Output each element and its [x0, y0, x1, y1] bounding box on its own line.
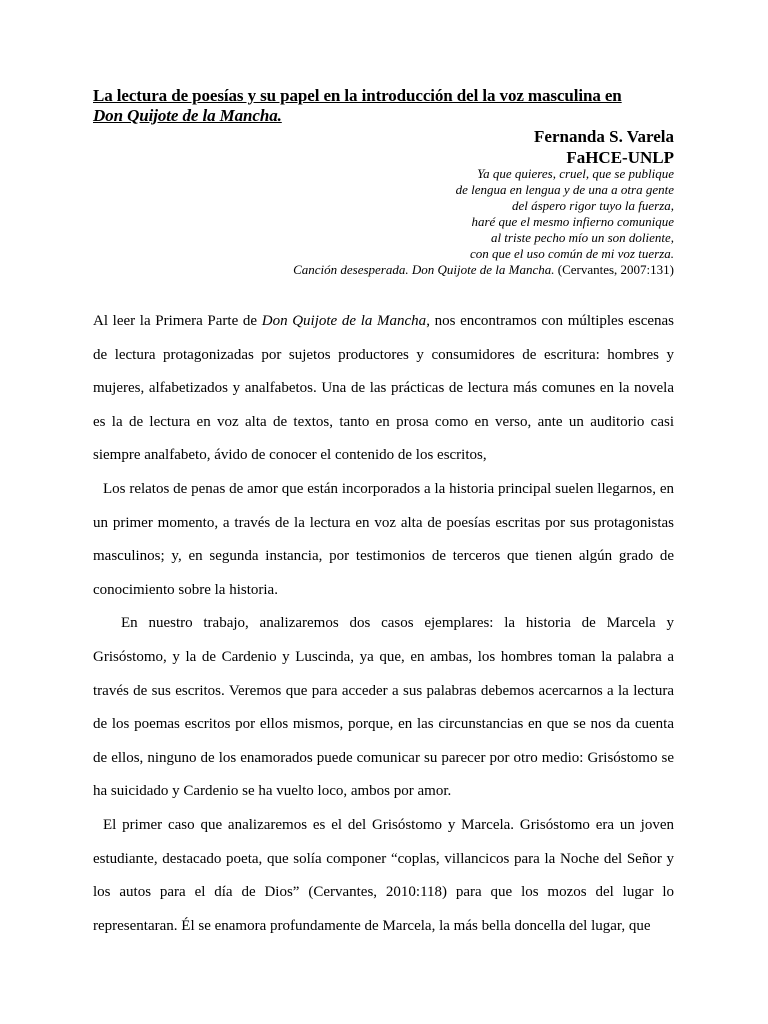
author-name: Fernanda S. Varela: [534, 127, 674, 146]
epigraph-source: [293, 262, 674, 278]
epigraph-verse: Ya que quieres, cruel, que se publique: [477, 166, 674, 181]
epigraph-verse: al triste pecho mío un son doliente,: [490, 230, 674, 245]
paragraph-1-start: Al leer la Primera Parte de: [93, 313, 262, 329]
paragraph-4: El primer caso que analizaremos es el del Grisóstomo y Marcela. Grisóstomo era un joven estudiante, destacado poeta, que solía componer “coplas, villancicos para la Noche del Señor y los autos para el día de Dios” (Cervantes, 2010:118) para que los mozos del lugar lo representaran. Él se enamora profundamente de Marcela, la más bella doncella del lugar, que: [93, 816, 674, 934]
author-block: [534, 126, 674, 168]
author-affiliation: FaHCE-UNLP: [566, 148, 674, 167]
paragraph-1-rest: , nos encontramos con múltiples escenas de lectura protagonizadas por sujetos productores y consumidores de escritura: hombres y mujeres, alfabetizados y analfabetos. Una de las prácticas de lectura más comunes en la novela es la de lectura en voz alta de textos, tanto en prosa como en verso, ante un auditorio casi siempre analfabeto, ávido de conocer el contenido de los escritos,: [93, 313, 675, 464]
epigraph-verse: de lengua en lengua y de una a otra gente: [455, 182, 674, 197]
paragraph-2: Los relatos de penas de amor que están incorporados a la historia principal suelen llegarnos, en un primer momento, a través de la lectura en voz alta de poesías escritas por sus protagonistas masculinos; y, en segunda instancia, por testimonios de terceros que tienen algún grado de conocimiento sobre la historia.: [93, 480, 674, 598]
body-text: [93, 305, 674, 943]
title-book-name: Don Quijote de la Mancha.: [93, 106, 282, 125]
title-line-1: La lectura de poesías y su papel en la introducción del la voz masculina en: [93, 86, 622, 105]
paper-title: [93, 86, 683, 126]
epigraph-verse: haré que el mesmo infierno comunique: [471, 214, 674, 229]
epigraph-source-citation: (Cervantes, 2007:131): [554, 262, 674, 277]
epigraph-verse: con que el uso común de mi voz tuerza.: [470, 246, 674, 261]
epigraph: [293, 166, 674, 278]
paragraph-3: En nuestro trabajo, analizaremos dos casos ejemplares: la historia de Marcela y Grisóstomo, y la de Cardenio y Luscinda, ya que, en ambas, los hombres toman la palabra a través de sus escritos. Veremos que para acceder a sus palabras debemos acercarnos a la lectura de los poemas escritos por ellos mismos, porque, en las circunstancias en que se nos da cuenta de ellos, ninguno de los enamorados puede comunicar su parecer por otro medio: Grisóstomo se ha suicidado y Cardenio se ha vuelto loco, ambos por amor.: [93, 615, 674, 800]
paragraph-1: [93, 305, 674, 473]
epigraph-verse: del áspero rigor tuyo la fuerza,: [511, 198, 674, 213]
paragraph-1-book-title: Don Quijote de la Mancha: [261, 313, 427, 329]
epigraph-source-title: Canción desesperada. Don Quijote de la Mancha.: [293, 262, 555, 277]
